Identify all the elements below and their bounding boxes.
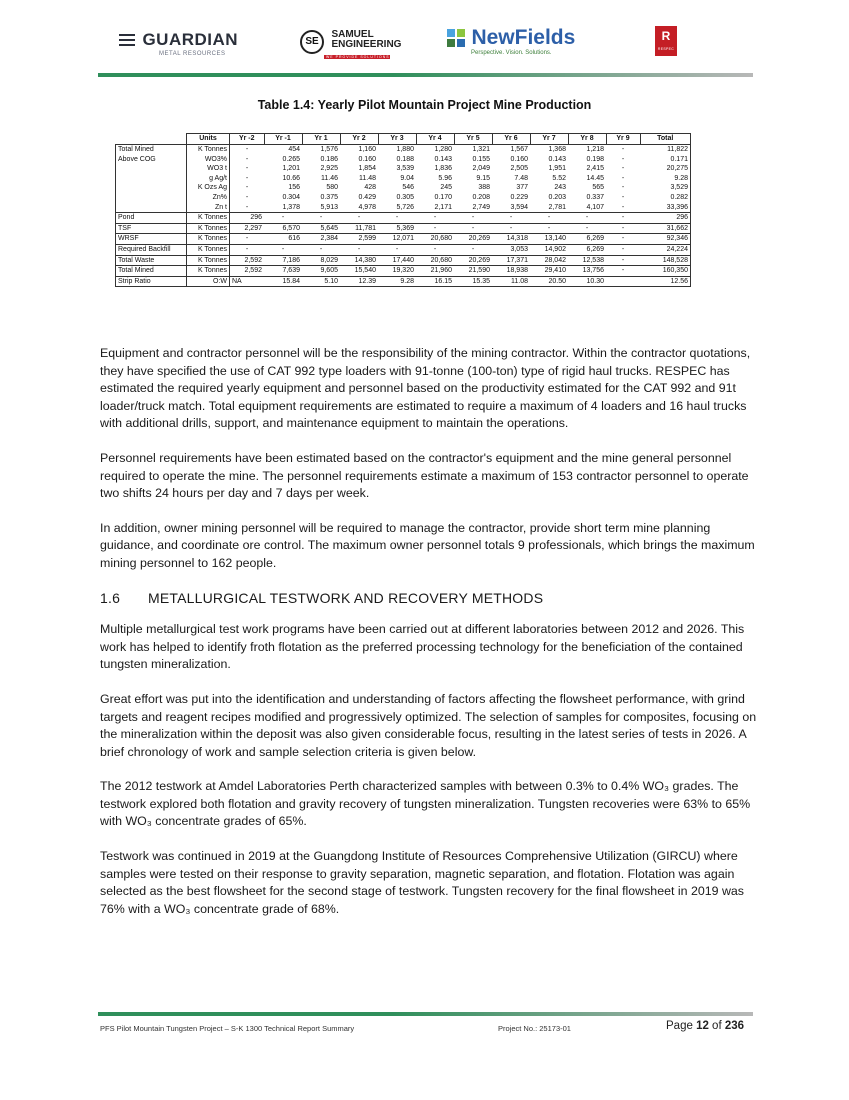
table-cell: - [264, 213, 302, 224]
page-total: 236 [724, 1020, 745, 1032]
row-unit: K Tonnes [187, 244, 230, 255]
paragraph-flowsheet: Great effort was put into the identification and understanding of factors affecting the flowsheet performance, with grind targets and reagent recipes modified and progressively optimized. The selection of samples for composites, focusing on the mineralization within the deposit was also given considerable focus, resulting in the latest series of tests in 2026. A brief chronology of work and sample selection criteria is given below. [100, 691, 757, 759]
table-cell: 5.10 [302, 276, 340, 287]
table-header-cell: Yr -1 [264, 134, 302, 145]
table-cell: 12,538 [568, 255, 606, 266]
table-cell: 92,346 [640, 234, 691, 245]
row-unit: Zn t [187, 203, 230, 213]
table-cell: 11.08 [492, 276, 530, 287]
table-cell: - [606, 244, 640, 255]
paragraph-test-programs: Multiple metallurgical test work programs have been carried out at different laboratories between 2012 and 2026. This work has helped to identify froth flotation as the preferred processing technology for the beneficiation of the contained tungsten mineralization. [100, 622, 745, 672]
table-cell: 0.265 [282, 155, 300, 163]
row-label: Total Waste [116, 255, 187, 266]
table-cell: 0.305 [396, 193, 414, 201]
table-cell: 19,320 [378, 266, 416, 277]
table-cell: 0.198 [586, 155, 604, 163]
table-cell: 18,938 [492, 266, 530, 277]
row-unit: K Tonnes [187, 145, 230, 155]
table-cell: 9.04 [400, 174, 414, 182]
row-label: Total Mined [116, 266, 187, 277]
table-body [116, 145, 691, 287]
page-of: of [708, 1020, 725, 1032]
table-cell: 0.171 [640, 155, 691, 165]
table-cell: NA [230, 276, 265, 287]
row-label: Strip Ratio [116, 276, 187, 287]
table-cell: 29,410 [530, 266, 568, 277]
table-cell: - [230, 244, 265, 255]
table-cell: 20,680 [416, 234, 454, 245]
table-cell: 20,269 [454, 234, 492, 245]
production-table [115, 133, 691, 287]
table-cell: 6,269 [568, 244, 606, 255]
table-cell: 0.188 [396, 155, 414, 163]
samuel-se-mark-icon: SE [300, 30, 324, 54]
table-cell: 3,529 [640, 183, 691, 193]
table-cell: 0.337 [586, 193, 604, 201]
table-cell: - [621, 165, 625, 173]
samuel-logo-name [331, 30, 401, 50]
table-title: Table 1.4: Yearly Pilot Mountain Project Mine Production [257, 98, 592, 112]
table-cell: 0.282 [640, 193, 691, 203]
table-cell: 296 [640, 213, 691, 224]
table-row [116, 266, 691, 277]
row-unit: K Tonnes [187, 266, 230, 277]
table-cell: 1,321 [472, 146, 490, 153]
table-cell: 4,978 [358, 203, 376, 211]
samuel-tagline: WE PROVIDE SOLUTIONS [326, 55, 390, 59]
newfields-squares-icon [447, 29, 465, 47]
table-cell: 13,756 [568, 266, 606, 277]
table-cell: - [302, 213, 340, 224]
guardian-logo-name: GUARDIAN [142, 30, 239, 49]
table-cell: 1,160 [358, 146, 376, 153]
table-cell: - [454, 244, 492, 255]
section-heading [100, 590, 760, 608]
table-header-blank [116, 134, 187, 145]
table-cell: - [230, 234, 265, 245]
table-cell: 0.208 [472, 193, 490, 201]
section-title: METALLURGICAL TESTWORK AND RECOVERY METHODS [148, 589, 544, 606]
paragraph-equipment: Equipment and contractor personnel will be the responsibility of the mining contractor. Within the contractor quotations, they have specified the use of CAT 992 type loaders with 91-tonne (100-ton) type of rigid haul trucks. RESPEC has estimated the required yearly equipment and personnel based on the productivity estimated for the CAT 992 and 91t loader/truck match. Total equipment requirements are estimated to require a maximum of 4 loaders and 16 haul trucks with additional drills, support, and maintenance equipment to maintain the operations. [100, 346, 751, 431]
table-cell: 11,822 [640, 145, 691, 155]
footer-project-number: Project No.: 25173-01 [498, 1024, 571, 1033]
table-cell: 15.84 [264, 276, 302, 287]
table-cell: 2,592 [230, 266, 265, 277]
table-cell: 7,186 [264, 255, 302, 266]
table-row [116, 276, 691, 287]
table-cell: 1,218 [586, 146, 604, 153]
table-cell: 616 [264, 234, 302, 245]
table-cell: 2,415 [586, 165, 604, 173]
table-row [116, 164, 691, 174]
table-cell: 5.52 [552, 174, 566, 182]
table-cell: 20,680 [416, 255, 454, 266]
table-cell: 11.48 [359, 174, 376, 182]
row-unit: Zn% [187, 193, 230, 203]
table-cell: 4,107 [586, 203, 604, 211]
guardian-logo-subtitle: METAL RESOURCES [159, 51, 226, 57]
table-cell: 0.203 [548, 193, 566, 201]
table-cell: 3,594 [510, 203, 528, 211]
table-cell: 160,350 [640, 266, 691, 277]
table-cell: 2,592 [230, 255, 265, 266]
table-cell: - [245, 184, 249, 192]
table-row [116, 145, 691, 155]
table-cell: - [606, 266, 640, 277]
table-row [116, 244, 691, 255]
table-row [116, 193, 691, 203]
row-label [116, 164, 187, 174]
table-cell: - [245, 174, 249, 182]
table-cell [606, 276, 640, 287]
table-cell: 0.229 [510, 193, 528, 201]
table-cell: 14.45 [586, 174, 604, 182]
table-cell: 14,902 [530, 244, 568, 255]
table-cell: 33,396 [640, 203, 691, 213]
table-cell: 1,836 [434, 165, 452, 173]
table-cell: - [416, 213, 454, 224]
table-header-cell: Yr 3 [378, 134, 416, 145]
table-cell: 0.160 [358, 155, 376, 163]
row-unit: K Tonnes [187, 255, 230, 266]
table-cell: 2,171 [434, 203, 452, 211]
table-cell: 5,369 [378, 223, 416, 234]
table-row [116, 203, 691, 213]
table-cell: - [568, 213, 606, 224]
table-cell: 296 [230, 213, 265, 224]
table-cell: - [302, 244, 340, 255]
table-cell: 2,599 [340, 234, 378, 245]
table-cell: 14,318 [492, 234, 530, 245]
table-cell: 12.56 [640, 276, 691, 287]
table-cell: 2,925 [320, 165, 338, 173]
table-cell: 16.15 [416, 276, 454, 287]
table-cell: 546 [402, 184, 414, 192]
table-cell: 0.155 [472, 155, 490, 163]
samuel-engineering-logo [300, 29, 402, 59]
table-cell: 1,280 [434, 146, 452, 153]
page-prefix: Page [666, 1020, 697, 1032]
table-cell: 0.304 [282, 193, 300, 201]
table-cell: 1,880 [396, 146, 414, 153]
page-current: 12 [696, 1020, 709, 1032]
table-header-cell: Yr 1 [302, 134, 340, 145]
document-body [100, 345, 760, 935]
table-cell: 9.28 [378, 276, 416, 287]
table-cell: 428 [364, 184, 376, 192]
paragraph-personnel: Personnel requirements have been estimated based on the contractor's equipment and the mine general personnel required to operate the mine. The personnel requirements estimate a maximum of 153 contractor personnel to operate two shifts 24 hours per day and 7 days per week. [100, 450, 749, 501]
table-cell: 13,140 [530, 234, 568, 245]
table-cell: - [378, 213, 416, 224]
row-label [116, 193, 187, 203]
respec-logo [655, 26, 677, 56]
table-cell: - [416, 223, 454, 234]
table-cell: - [245, 193, 249, 201]
table-cell: - [530, 223, 568, 234]
table-cell: 28,042 [530, 255, 568, 266]
table-cell: - [530, 213, 568, 224]
paragraph-owner-personnel: In addition, owner mining personnel will be required to manage the contractor, provide short term mine planning guidance, and coordinate ore control. The maximum owner personnel totals 9 professionals, which brings the maximum mining personnel to 162 people. [100, 520, 755, 570]
table-cell: 388 [478, 184, 490, 192]
table-header-cell: Total [640, 134, 691, 145]
row-unit: WO3% [187, 155, 230, 165]
row-label: WRSF [116, 234, 187, 245]
guardian-menu-mark-icon [119, 34, 135, 49]
table-cell: 1,567 [510, 146, 528, 153]
table-row [116, 234, 691, 245]
table-row [116, 213, 691, 224]
table-cell: 0.375 [320, 193, 338, 201]
table-cell: 2,049 [472, 165, 490, 173]
guardian-logo [119, 30, 239, 57]
table-cell: - [245, 155, 249, 163]
table-cell: - [340, 213, 378, 224]
table-cell: 5,726 [396, 203, 414, 211]
row-label [116, 203, 187, 213]
table-cell: - [245, 165, 249, 173]
table-row [116, 223, 691, 234]
table-cell: 245 [440, 184, 452, 192]
newfields-logo-name: NewFields [471, 26, 576, 49]
table-cell: 5.96 [438, 174, 452, 182]
row-unit: O:W [187, 276, 230, 287]
table-row [116, 183, 691, 193]
table-header-cell: Yr 9 [606, 134, 640, 145]
table-cell: 10.66 [282, 174, 300, 182]
table-cell: 12.39 [340, 276, 378, 287]
table-row [116, 155, 691, 165]
samuel-logo-name-line1: SAMUEL [331, 29, 374, 40]
table-cell: - [568, 223, 606, 234]
paragraph-2012-testwork: The 2012 testwork at Amdel Laboratories Perth characterized samples with between 0.3% to 0.4% WO₃ grades. The testwork explored both flotation and gravity recovery of tungsten mineralization. Tungsten recoveries were 63% to 65% with WO₃ concentrate grades of 65%. [100, 779, 751, 829]
table-cell: 565 [592, 184, 604, 192]
table-cell: - [606, 213, 640, 224]
table-cell: - [454, 213, 492, 224]
table-cell: 2,505 [510, 165, 528, 173]
table-cell: 0.429 [358, 193, 376, 201]
row-unit: K Tonnes [187, 213, 230, 224]
table-cell: 15,540 [340, 266, 378, 277]
table-cell: 2,297 [230, 223, 265, 234]
row-unit: WO3 t [187, 164, 230, 174]
table-cell: 21,960 [416, 266, 454, 277]
table-cell: 0.170 [434, 193, 452, 201]
table-cell: - [621, 184, 625, 192]
table-cell: 3,539 [396, 165, 414, 173]
table-cell: 11.46 [321, 174, 338, 182]
table-cell: 156 [288, 184, 300, 192]
row-label [116, 183, 187, 193]
table-cell: 580 [326, 184, 338, 192]
table-cell: 20,269 [454, 255, 492, 266]
table-cell: 0.143 [548, 155, 566, 163]
footer-divider [98, 1012, 753, 1016]
table-cell: 15.35 [454, 276, 492, 287]
table-cell: - [621, 146, 625, 153]
row-label: TSF [116, 223, 187, 234]
table-cell: 0.160 [510, 155, 528, 163]
page-number [666, 1020, 744, 1032]
table-cell: - [378, 244, 416, 255]
row-label [116, 174, 187, 184]
table-cell: - [492, 223, 530, 234]
header-divider [98, 73, 753, 77]
row-unit: K Tonnes [187, 234, 230, 245]
section-number: 1.6 [100, 589, 121, 606]
table-cell: 31,662 [640, 223, 691, 234]
respec-mark-icon: R [661, 29, 671, 43]
table-cell: 1,576 [320, 146, 338, 153]
table-cell: 0.143 [434, 155, 452, 163]
table-cell: - [245, 203, 249, 211]
table-cell: 0.186 [320, 155, 338, 163]
table-cell: 6,269 [568, 234, 606, 245]
row-label: Pond [116, 213, 187, 224]
table-cell: 1,951 [548, 165, 566, 173]
table-cell: 11,781 [340, 223, 378, 234]
table-cell: 2,749 [472, 203, 490, 211]
table-header-cell: Yr 2 [340, 134, 378, 145]
table-cell: 12,071 [378, 234, 416, 245]
table-cell: 7,639 [264, 266, 302, 277]
table-cell: 1,201 [282, 165, 300, 173]
respec-logo-name: RESPEC [657, 47, 675, 51]
table-cell: 2,781 [548, 203, 566, 211]
table-cell: - [416, 244, 454, 255]
page-header [95, 22, 755, 72]
table-cell: 9,605 [302, 266, 340, 277]
row-label: Required Backfill [116, 244, 187, 255]
table-cell: - [340, 244, 378, 255]
table-cell: 14,380 [340, 255, 378, 266]
table-cell: - [621, 193, 625, 201]
table-cell: 24,224 [640, 244, 691, 255]
table-cell: - [621, 203, 625, 211]
row-label: Above COG [116, 155, 187, 165]
table-header-row [116, 134, 691, 145]
paragraph-2019-testwork: Testwork was continued in 2019 at the Guangdong Institute of Resources Comprehensive Utilization (GIRCU) where samples were tested on their response to gravity separation, magnetic separation, and flotation. Flotation was again selected as the best flowsheet for the second stage of testwork. Tungsten recovery for the final flowsheet in 2019 was 76% with a WO₃ concentrate grade of 68%. [100, 849, 744, 916]
table-cell: 1,854 [358, 165, 376, 173]
table-cell: 148,528 [640, 255, 691, 266]
table-cell: - [245, 146, 249, 153]
table-cell: 1,378 [282, 203, 300, 211]
row-label: Total Mined [116, 145, 187, 155]
table-cell: 2,384 [302, 234, 340, 245]
table-header-cell: Yr 7 [530, 134, 568, 145]
table-cell: 17,371 [492, 255, 530, 266]
table-cell: 6,570 [264, 223, 302, 234]
table-cell: 3,053 [492, 244, 530, 255]
table-cell: - [264, 244, 302, 255]
newfields-logo-subtitle: Perspective. Vision. Solutions. [471, 50, 552, 56]
table-cell: 9.15 [476, 174, 490, 182]
table-cell: 17,440 [378, 255, 416, 266]
table-header-cell: Yr 4 [416, 134, 454, 145]
table-cell: 10.30 [568, 276, 606, 287]
table-cell: 9.28 [640, 174, 691, 184]
table-cell: 5,645 [302, 223, 340, 234]
table-row [116, 255, 691, 266]
table-cell: - [606, 255, 640, 266]
newfields-logo [447, 26, 576, 56]
table-cell: - [621, 155, 625, 163]
table-cell: 20.50 [530, 276, 568, 287]
table-header-cell: Yr 6 [492, 134, 530, 145]
row-unit: g Ag/t [187, 174, 230, 184]
table-cell: 377 [516, 184, 528, 192]
table-cell: - [454, 223, 492, 234]
table-cell: 20,275 [640, 164, 691, 174]
table-cell: 1,368 [548, 146, 566, 153]
table-header-cell: Yr 8 [568, 134, 606, 145]
table-cell: 5,913 [320, 203, 338, 211]
table-cell: - [621, 174, 625, 182]
row-unit: K Tonnes [187, 223, 230, 234]
samuel-logo-name-line2: ENGINEERING [331, 39, 402, 50]
table-row [116, 174, 691, 184]
footer-report-title: PFS Pilot Mountain Tungsten Project – S-K 1300 Technical Report Summary [100, 1024, 355, 1033]
table-cell: 454 [288, 146, 300, 153]
table-cell: - [606, 234, 640, 245]
table-cell: 21,590 [454, 266, 492, 277]
row-unit: K Ozs Ag [187, 183, 230, 193]
table-cell: 243 [554, 184, 566, 192]
table-cell: - [492, 213, 530, 224]
table-cell: - [606, 223, 640, 234]
table-cell: 8,029 [302, 255, 340, 266]
table-cell: 7.48 [514, 174, 528, 182]
table-header-cell: Yr -2 [230, 134, 265, 145]
table-header-cell: Yr 5 [454, 134, 492, 145]
table-header-cell: Units [187, 134, 230, 145]
